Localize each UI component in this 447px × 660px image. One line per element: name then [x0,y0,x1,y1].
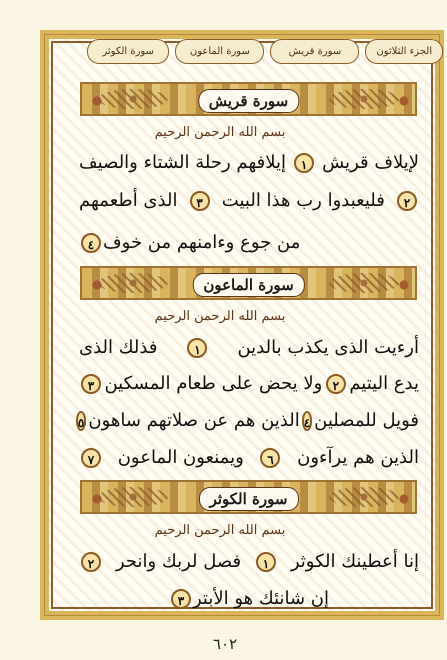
kawthar-line-2 [79,586,419,611]
verse-marker: ٢ [326,374,346,394]
verse-segment-right: أرءيت الذى يكذب بالدين [237,337,419,358]
quran-line-text: إن شانئك هو الأبتر [193,588,329,609]
verse-marker: ٣ [81,374,101,394]
verse-segment-left: فصل لربك وانحر [115,551,242,572]
verse-marker: ٣ [171,589,191,609]
maun-title: سورة الماعون [192,273,304,297]
verse-marker: ١ [256,552,276,572]
verse-marker: ٧ [81,448,101,468]
quraysh-line-1 [79,150,419,175]
verse-marker: ٣ [190,191,210,211]
surah-maun-header: سورة الماعون [175,39,264,64]
verse-segment-right: لإيلاف قريش [322,152,419,173]
juz-header: الجزء الثلاثون [365,39,443,64]
page-number: ٦٠٢ [212,635,238,653]
quraysh-title-band [80,82,417,116]
verse-segment-left: إيلافهم رحلة الشتاء والصيف [79,152,287,173]
verse-marker: ٤ [81,233,101,253]
kawthar-title: سورة الكوثر [199,487,299,511]
maun-line-1 [79,335,419,360]
page-header [87,38,443,65]
maun-line-4 [79,445,419,470]
verse-segment-right: يدع اليتيم [349,373,419,394]
quraysh-line-2 [79,188,419,213]
verse-segment-right: فليعبدوا رب هذا البيت [221,190,385,211]
verse-segment-left: ويمنعون الماعون [117,447,244,468]
verse-segment-left: الذى أطعمهم [79,190,178,211]
maun-line-2 [79,371,419,396]
verse-segment-right: إنا أعطينك الكوثر [290,551,419,572]
kawthar-line-1 [79,549,419,574]
verse-segment-right: الذين هم يرآءون [297,447,419,468]
verse-segment-left: فذلك الذى [79,337,158,358]
verse-marker: ١ [187,338,207,358]
maun-basmala: بسم الله الرحمن الرحيم [154,309,286,324]
kawthar-title-band [80,480,417,514]
quran-line-text: من جوع وءامنهم من خوف [103,232,301,253]
verse-marker: ٤ [302,411,312,431]
surah-quraysh-header: سورة قريش [270,39,359,64]
verse-marker: ٦ [260,448,280,468]
verse-marker: ٢ [81,552,101,572]
verse-marker: ١ [294,153,314,173]
maun-line-3 [79,408,419,433]
verse-segment-left: ولا يحض على طعام المسكين [104,373,323,394]
quraysh-line-3 [79,230,419,255]
kawthar-basmala: بسم الله الرحمن الرحيم [154,523,286,538]
verse-segment-left: الذين هم عن صلاتهم ساهون [88,410,300,431]
verse-segment-right: فويل للمصلين [314,410,419,431]
verse-marker: ٥ [76,411,86,431]
quraysh-title: سورة قريش [198,89,299,113]
surah-kawthar-header: سورة الكوثر [87,39,169,64]
quraysh-basmala: بسم الله الرحمن الرحيم [154,125,286,140]
verse-marker: ٢ [397,191,417,211]
maun-title-band [80,266,417,300]
